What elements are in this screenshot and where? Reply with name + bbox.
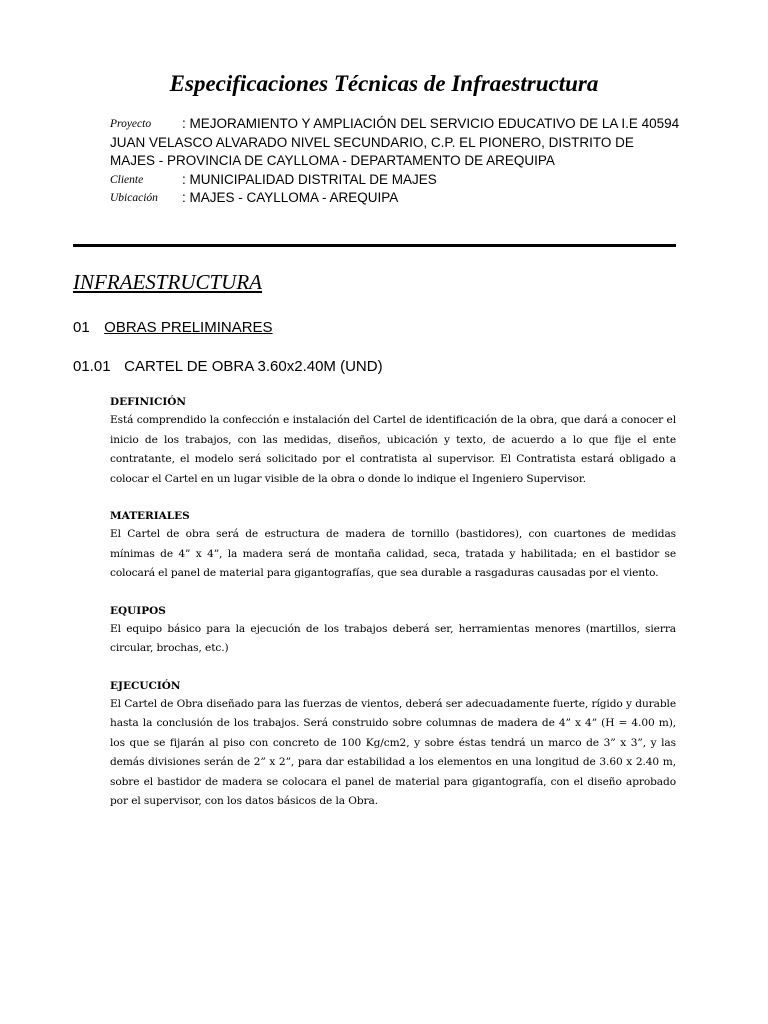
definicion-paragraph: Está comprendido la confección e instalación del Cartel de identificación de la obra, que dará a conocer el inicio de los trabajos, con las medidas, diseños, ubicación y texto, de acuerdo a lo que fije el ente contratante, el modelo será solicitado por el contratista al supervisor. El Contratista estará obligado a colocar el Cartel en un lugar visible de la obra o donde lo indique el Ingeniero Supervisor. (110, 414, 676, 485)
heading-cartel-de-obra (73, 357, 383, 377)
project-metadata (110, 115, 680, 208)
subheading-text: CARTEL DE OBRA 3.60x2.40M (UND) (124, 358, 383, 375)
definicion-heading: DEFINICIÓN (110, 396, 186, 408)
project-label: Proyecto (110, 118, 152, 130)
project-value: : MEJORAMIENTO Y AMPLIACIÓN DEL SERVICIO EDUCATIVO DE LA I.E 40594 JUAN VELASCO ALVARADO NIVEL SECUNDARIO, C.P. EL PIONERO, DISTRITO DE MAJES - PROVINCIA DE CAYLLOMA - DEPARTAMENTO DE AREQUIPA (110, 116, 680, 168)
specification-body (110, 394, 676, 831)
client-label: Cliente (110, 173, 144, 186)
heading-obras-preliminares (73, 318, 273, 338)
heading-number: 01 (73, 319, 90, 336)
document-title: Especificaciones Técnicas de Infraestructura (169, 71, 599, 96)
project-row (110, 115, 680, 171)
equipos-heading: EQUIPOS (110, 604, 166, 617)
location-label: Ubicación (110, 192, 158, 204)
header-divider (73, 244, 676, 247)
ejecucion-heading: EJECUCIÓN (110, 679, 181, 692)
materiales-heading: MATERIALES (110, 510, 190, 522)
equipos-paragraph: El equipo básico para la ejecución de los trabajos deberá ser, herramientas menores (martillos, sierra circular, brochas, etc.) (110, 622, 676, 654)
section-title: INFRAESTRUCTURA (73, 270, 262, 294)
ejecucion-paragraph: El Cartel de Obra diseñado para las fuerzas de vientos, deberá ser adecuadamente fuerte, rígido y durable hasta la conclusión de los trabajos. Será construido sobre columnas de madera de 4” x 4” (H = 4.00 m), los que se fijarán al piso con concreto de 100 Kg/cm2, y sobre éstas tendrá un marco de 3” x 3”, y las demás divisiones serán de 2” x 2”, para dar estabilidad a los elementos en una longitud de 3.60 x 2.40 m, sobre el bastidor de madera se colocara el panel de material para gigantografía, con el diseño aprobado por el supervisor, con los datos básicos de la Obra. (110, 697, 676, 807)
client-row (110, 171, 680, 190)
subheading-number: 01.01 (73, 358, 111, 375)
heading-text: OBRAS PRELIMINARES (104, 319, 273, 336)
materiales-paragraph: El Cartel de obra será de estructura de madera de tornillo (bastidores), con cuartones de medidas mínimas de 4” x 4”, la madera será de montaña calidad, seca, tratada y habilitada; en el bastidor se colocará el panel de material para gigantografías, que sea durable a rasgaduras causadas por el viento. (110, 528, 676, 579)
location-row (110, 189, 680, 208)
location-value: : MAJES - CAYLLOMA - AREQUIPA (182, 190, 399, 205)
client-value: : MUNICIPALIDAD DISTRITAL DE MAJES (182, 171, 437, 187)
